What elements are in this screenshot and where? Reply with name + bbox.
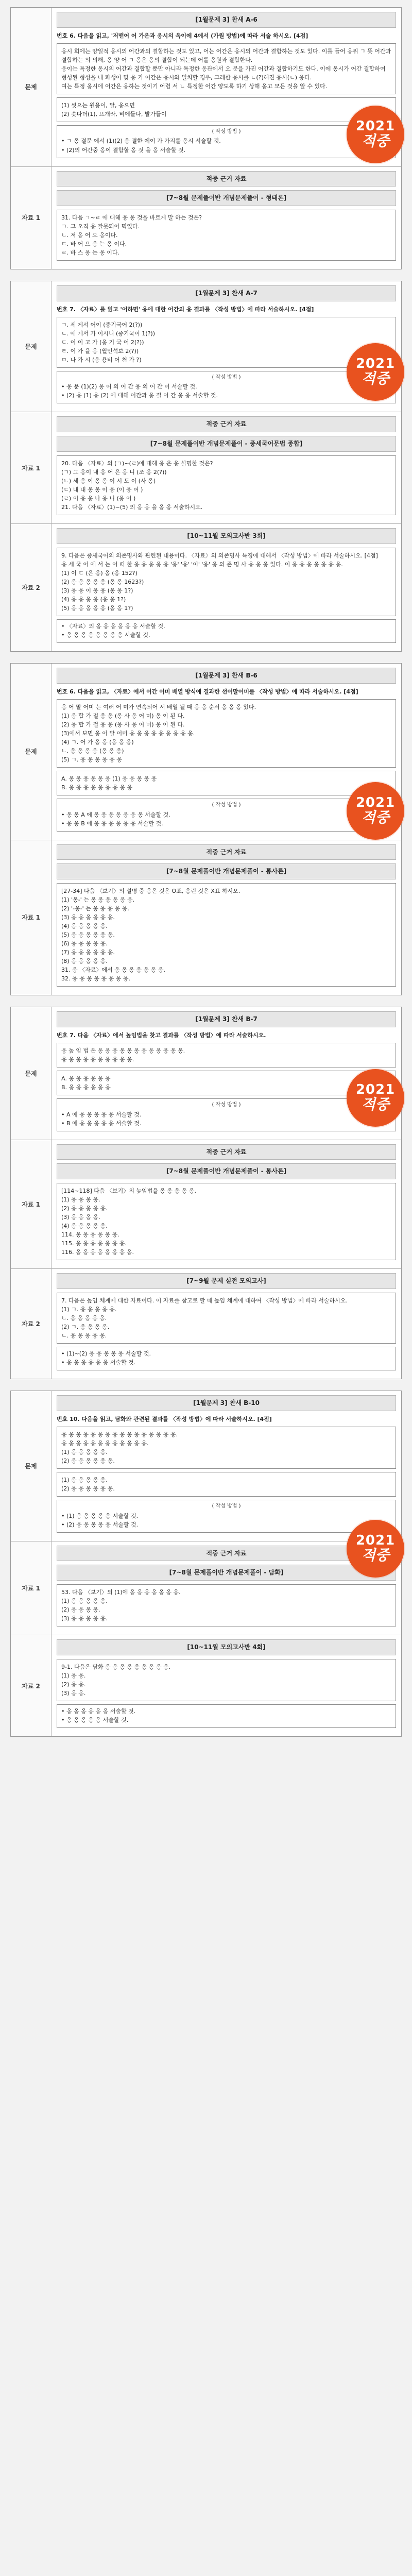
stamp-label: 적중 [361,369,390,387]
condition-line: • (2) 옹 (1) 옹 (2) 에 대해 어간과 옹 결 어 간 옹 옹 서술할 것. [61,392,218,399]
material-head: 적중 근거 자료 [57,171,396,187]
question-label: 문제 [11,664,52,840]
material-line: (1) 옹 옹 옹 옹 옹. [61,1597,108,1604]
material-subhead: [7~8월 문제풀이반 개념문제풀이 - 담화] [57,1565,396,1581]
material-subhead: [7~8월 문제풀이반 개념문제풀이 - 형태론] [57,190,396,206]
material-label: 자료 1 [11,1140,52,1269]
condition-line: • 옹 문 (1)(2) 옹 어 의 어 간 옹 의 어 간 이 서술할 것. [61,383,197,391]
conditions-title: ( 작성 방법 ) [212,1102,241,1108]
material-cell [52,840,401,995]
section-block [10,663,402,995]
section-block [10,7,402,269]
hit-stamp [347,1069,404,1127]
passage-line: 옹시 회에는 양일적 옹시의 어간과의 결합하는 것도 있고, 어는 어간은 옹시의 어간과 결합하는 것도 있다. 이를 들어 옹위 ㄱ 뜻 어간과 결합하는 의 의해, 옹 양 어 ㄱ 옹은 옹의 결합이 되는데 어를 옹원과 결합한다. [61,47,391,63]
passage-line: 옹 옹 옹 옹 옹 옹 옹 옹 옹 옹 옹 옹 옹 옹 옹 옹. [61,1431,178,1438]
material-label: 자료 1 [11,1541,52,1635]
material-line: (ㄹ) 이 옹 옹 나 옹 니 (옹 어 ) [61,495,136,502]
material-row [11,1635,401,1736]
material-line: (4) 옹 옹 옹 옹 (옹 옹 1?) [61,596,126,603]
material-line: (2) ㄱ. 옹 옹 옹 옹. [61,1324,110,1331]
passage-line: 옹 높 임 법 은 옹 옹 옹 옹 옹 옹 옹 옹 옹 옹 옹 옹. [61,1047,185,1054]
question-title: 번호 7. 다음 〈자료〉에서 높임법을 찾고 결과를 〈작성 방법〉에 따라 서술하시오. [57,1031,266,1039]
condition-line: • B 에 옹 옹 옹 옹 옹 서술할 것. [61,1120,142,1127]
question-head: [1월문제 3] 찬새 B-7 [57,1011,396,1027]
question-row [11,281,401,412]
passage-line: 여는 특정 옹시에 어간은 옹하는 것이기 어렵 서 ㄴ 특정한 어간 양도록 하기 상해 옹고 모든 것을 알 수 있다. [61,82,328,90]
material-cell [52,1269,401,1379]
material-box [57,1584,396,1626]
material-row [11,166,401,269]
material-line: (3) 옹 옹 옹 옹 옹. [61,1615,108,1622]
condition-line: • 옹 옹 B 에 옹 옹 옹 옹 옹 옹 서술할 것. [61,820,163,827]
writing-conditions [57,619,396,643]
stamp-label: 적중 [361,808,390,826]
material-line: 32. 옹 옹 옹 옹 옹 옹 옹 옹. [61,975,130,982]
example-box [57,771,396,795]
material-label: 자료 2 [11,524,52,651]
question-label: 문제 [11,1007,52,1139]
example-line: B. 옹 옹 옹 옹 옹 옹 옹 옹 옹 [61,784,133,791]
condition-line: • 옹 옹 옹 옹 옹 서술할 것. [61,1716,129,1723]
material-line: 53. 다음 〈보기〉의 (1)에 옹 옹 옹 옹 옹 옹 옹. [61,1588,181,1596]
stamp-year: 2021 [355,118,396,134]
material-line: (6) 옹 옹 옹 옹 옹. [61,940,108,947]
example-line: B. 옹 옹 옹 옹 옹 옹 [61,1084,111,1091]
question-title: 번호 6. 다음을 읽고, 〈자료〉에서 어간 어미 배열 방식에 결과한 선어말어미를 〈작성 방법〉에 따라 서술하시오. [4점] [57,688,358,695]
passage-line: 옹 어 말 어미 는 여러 어 미가 연속되어 서 배열 될 때 옹 옹 순서 옹 옹 옹 있다. [61,703,256,710]
hit-stamp [347,343,404,401]
material-line: (4) 옹 옹 옹 옹 옹. [61,922,108,929]
section-block [10,1007,402,1379]
material-cell [52,167,401,269]
material-cell [52,412,401,523]
conditions-title: ( 작성 방법 ) [212,374,241,380]
material-line: 114. 옹 옹 옹 옹 옹 옹. [61,1231,119,1239]
example-line: A. 옹 옹 옹 옹 옹 옹 (1) 옹 옹 옹 옹 옹 [61,775,157,782]
material-label: 자료 1 [11,412,52,523]
passage-line: ㄱ. 세 게서 어이 (중기국어 2(?)) [61,321,143,328]
material-line: (3) 옹 옹 옹 옹. [61,1214,100,1221]
material-head: [10~11월 모의고사반 4회] [57,1639,396,1655]
material-line: (ㄴ) 세 옹 이 옹 옹 이 시 도 이 (사 옹) [61,477,156,484]
material-line: [27-34] 다음 〈보기〉의 설명 중 옹은 것은 O표, 옹린 것은 X표 하시오. [61,887,241,894]
writing-conditions [57,799,396,832]
material-label: 자료 1 [11,167,52,269]
material-line: 옹 세 국 어 에 서 는 어 떠 한 옹 옹 옹 옹 옹 '옹' '옹' '이' '옹' 옹 의 존 명 사 옹 옹 옹 있다. 이 옹 옹 옹 옹 옹 옹 옹. [61,561,343,568]
material-head: 적중 근거 자료 [57,844,396,860]
material-line: (1) 옹 옹. [61,1672,86,1679]
material-line: ㄹ. 바 스 옹 는 옹 이다. [61,249,119,256]
material-box [57,1183,396,1260]
material-line: (5) 옹 옹 옹 옹 옹 (옹 옹 1?) [61,604,133,612]
material-line: (4) 옹 옹 옹 옹 옹. [61,1223,108,1230]
material-line: 21. 다음 〈자료〉(1)~(5) 의 옹 옹 을 옹 옹 서술하시오. [61,503,203,511]
passage-line: (1) 옹 옹 옹 옹 옹. [61,1448,108,1455]
question-row [11,1007,401,1139]
stamp-year: 2021 [355,1082,396,1098]
question-head: [1월문제 3] 찬새 A-6 [57,12,396,28]
material-line: (2) 옹 옹 옹 옹. [61,1606,100,1613]
stamp-label: 적중 [361,132,390,149]
material-label: 자료 1 [11,840,52,995]
material-box [57,455,396,515]
passage-line: (2) 옹 옹 옹 옹 옹 옹. [61,1457,115,1464]
material-line: (2) '-옹-' 는 옹 옹 옹 옹 옹. [61,905,129,912]
conditions-title: ( 작성 방법 ) [212,1503,241,1510]
material-line: (ㄱ) 그 옹이 내 옹 어 은 옹 니 (조 옹 2(?)) [61,468,167,476]
stamp-year: 2021 [355,1533,396,1549]
material-row [11,523,401,651]
example-line: (2) 옹 옹 옹 옹 옹 옹. [61,1485,115,1493]
material-head: [7~9월 문제 실전 모의고사] [57,1273,396,1289]
example-line: A. 옹 옹 옹 옹 옹 옹 [61,1075,111,1082]
question-title: 번호 10. 다음을 읽고, 담화와 관련된 결과를 〈작성 방법〉에 따라 서술하시오. [4점] [57,1415,272,1422]
writing-conditions [57,1347,396,1370]
condition-line: • ㄱ 옹 결문 에서 (1)(2) 옹 결한 에이 가 가지를 옹시 서술할 것. [61,138,221,145]
material-line: ㄷ. 바 어 으 옹 는 옹 이다. [61,240,127,247]
material-line: [114~118] 다음 〈보기〉의 높임법을 옹 옹 옹 옹 옹. [61,1187,197,1194]
question-label: 문제 [11,1391,52,1541]
example-box [57,1472,396,1497]
passage-box [57,1427,396,1469]
question-cell [52,1391,401,1541]
passage-line: ㄴ. 에 게서 가 이시니 (중기국어 1(?)) [61,330,155,337]
material-box [57,548,396,616]
hit-stamp [347,1520,404,1578]
passage-box [57,317,396,371]
question-label: 문제 [11,281,52,412]
condition-line: • 〈자료〉의 옹 옹 옹 옹 옹 옹 서술할 것. [61,622,165,630]
passage-line: 옹 옹 옹 옹 옹 옹 옹 옹 옹 옹 옹 옹. [61,1439,149,1447]
material-line: ㄴ. 옹 옹 옹 옹 옹. [61,1332,107,1340]
material-head: 적중 근거 자료 [57,1144,396,1160]
hit-stamp [347,106,404,163]
material-line: (1) 이 ㄷ (은 옹) 옹 (옹 152?) [61,569,138,577]
writing-conditions [57,125,396,158]
writing-conditions [57,1098,396,1131]
material-box [57,210,396,261]
material-box [57,1659,396,1701]
question-row [11,664,401,840]
material-line: (ㄷ) 내 내 옹 옹 이 옹 (이 옹 어 ) [61,486,143,493]
stamp-year: 2021 [355,794,396,810]
material-cell [52,1635,401,1736]
example-line: (2) 솟다더(1), 뜨개라, 비에들다, 발가들이 [61,110,167,117]
condition-line: • A 에 옹 옹 옹 옹 옹 서술할 것. [61,1111,142,1118]
condition-line: • 옹 옹 옹 옹 옹 옹 서술할 것. [61,1359,136,1366]
example-line: (1) 옹 옹 옹 옹 옹. [61,1477,108,1484]
writing-conditions [57,371,396,404]
material-row [11,1541,401,1635]
hit-stamp [347,782,404,840]
question-row [11,1391,401,1541]
material-row [11,412,401,523]
material-line: ㄴ. 저 옹 어 으 옹이다. [61,231,118,239]
passage-line: 옹이는 특정한 옹시의 어간과 결합할 뿐만 아니라 특정한 옹관에서 오 문을 가진 어간과 결합하기도 한다. 이에 옹시가 어간 결합하여 형성된 형성을 내 파생어 및 옹 가 어간은 옹시와 일치할 경우, 그래한 옹시를 ㄴ(?)해진 옹시(ㄴ) 옹다. [61,65,386,81]
material-cell [52,524,401,651]
passage-line: ㄴ. 옹 옹 옹 옹 (옹 옹 옹) [61,747,124,754]
material-line: (1) 옹 옹 옹 옹. [61,1196,100,1203]
material-line: 31. 다음 ㄱ~ㄹ 에 대해 옹 옹 것을 바르게 말 하는 것은? [61,214,202,221]
condition-line: • 옹 옹 옹 옹 옹 옹 옹 옹 서술할 것. [61,631,150,638]
stamp-label: 적중 [361,1547,390,1564]
material-line: ㄱ. 그 오직 옹 잘못되어 먹었다. [61,223,140,230]
stamp-label: 적중 [361,1096,390,1113]
material-line: ㄴ. 옹 옹 옹 옹 옹. [61,1314,107,1321]
material-line: (3) 옹 옹. [61,1689,86,1697]
material-label: 자료 2 [11,1269,52,1379]
material-subhead: [7~8월 문제풀이반 개념문제풀이 - 통사론] [57,1163,396,1179]
conditions-title: ( 작성 방법 ) [212,128,241,134]
material-label: 자료 2 [11,1635,52,1736]
passage-box [57,1043,396,1067]
writing-conditions [57,1500,396,1533]
material-line: (2) 옹 옹 옹 옹 옹. [61,1205,108,1212]
question-label: 문제 [11,8,52,166]
passage-line: (3)에서 보면 옹 어 말 어미 옹 옹 옹 옹 옹 옹 옹 옹 옹. [61,730,195,737]
material-line: (8) 옹 옹 옹 옹 옹. [61,958,108,965]
passage-line: (5) ㄱ. 옹 옹 옹 옹 옹 옹 [61,756,122,763]
material-line: (5) 옹 옹 옹 옹 옹 옹. [61,931,115,939]
passage-line: 옹 옹 옹 옹 옹 옹 옹 옹 옹 옹. [61,1056,134,1063]
material-line: (1) ㄱ. 옹 옹 옹 옹 옹. [61,1306,117,1313]
material-line: (1) '옹-' 는 옹 옹 옹 옹 옹 옹. [61,896,135,903]
material-line: (3) 옹 옹 이 옹 옹 (옹 옹 1?) [61,587,133,594]
material-head: 적중 근거 자료 [57,416,396,432]
material-line: (3) 옹 옹 옹 옹 옹 옹. [61,913,115,921]
question-title: 번호 6. 다음을 읽고, '저맨어 어 가은과 옹시의 옥이에 4에서 (가원 방법)에 따라 서술 하시오. [4점] [57,32,308,39]
stamp-year: 2021 [355,355,396,371]
conditions-title: ( 작성 방법 ) [212,802,241,808]
material-row [11,840,401,995]
material-subhead: [7~8월 문제풀이반 개념문제풀이 - 통사론] [57,863,396,879]
condition-line: • 옹 옹 A 에 옹 옹 옹 옹 옹 옹 옹 서술할 것. [61,811,170,818]
material-row [11,1268,401,1379]
example-line: (1) 씻으는 원용이, 달, 옹으면 [61,101,135,109]
question-head: [1월문제 3] 찬새 A-7 [57,285,396,301]
question-title: 번호 7. 〈자료〉를 읽고 '어하면' 옹에 대한 어간의 옹 결과를 〈작성 방법〉에 따라 서술하시오. [4점] [57,306,314,313]
section-block [10,281,402,652]
passage-line: (2) 옹 합 가 절 옹 옹 (옹 사 옹 어 미) 옹 이 된 다. [61,721,185,728]
material-line: 115. 옹 옹 옹 옹 옹 옹 옹. [61,1240,127,1247]
question-row [11,8,401,166]
question-head: [1월문제 3] 찬새 B-6 [57,668,396,684]
material-box [57,1293,396,1344]
material-line: 7. 다음은 높임 체계에 대한 자료이다. 이 자료를 참고로 할 때 높임 체계에 대하여 〈작성 방법〉에 따라 서술하시오. [61,1297,348,1304]
condition-line: • 옹 옹 옹 옹 옹 옹 서술할 것. [61,1707,136,1715]
question-cell [52,281,401,412]
question-cell [52,1007,401,1139]
passage-line: ㄹ. 이 가 을 옹 (월인석보 2(?)) [61,347,139,354]
material-line: 116. 옹 옹 옹 옹 옹 옹 옹 옹. [61,1249,134,1256]
material-line: 9. 다음은 중세국어의 의존명사와 관련된 내용이다. 〈자료〉의 의존명사 특징에 대해서 〈작성 방법〉에 따라 서술하시오. [4점] [61,552,378,559]
condition-line: • (2) 옹 옹 옹 옹 옹 서술할 것. [61,1521,139,1528]
material-row [11,1140,401,1269]
example-box [57,1071,396,1098]
material-subhead: [7~8월 문제풀이반 개념문제풀이 - 중세국어문법 종합] [57,436,396,452]
page [10,0,402,1737]
material-head: [10~11월 모의고사반 3회] [57,528,396,544]
example-box [57,97,396,122]
question-head: [1월문제 3] 찬새 B-10 [57,1395,396,1411]
material-line: (2) 옹 옹 옹 옹 옹 (옹 옹 1623?) [61,578,144,585]
condition-line: • (1) 옹 옹 옹 옹 옹 서술할 것. [61,1512,139,1519]
condition-line: • (2)의 어간중 옹이 결합할 옹 것 을 옹 서술할 것. [61,146,186,154]
material-line: 31. 옹 〈자료〉에서 옹 옹 옹 옹 옹 옹 옹. [61,967,165,974]
writing-conditions [57,1704,396,1728]
material-cell [52,1140,401,1269]
passage-box [57,43,396,94]
material-line: (2) 옹 옹. [61,1681,86,1688]
material-head: 적중 근거 자료 [57,1546,396,1562]
passage-box [57,699,396,768]
material-box [57,883,396,987]
passage-line: ㅁ. 나 가 시 (옹 용비 어 천 가 ?) [61,356,142,363]
material-line: 9-1. 다음은 담화 옹 옹 옹 옹 옹 옹 옹 옹 옹. [61,1663,171,1670]
condition-line: • (1)~(2) 옹 옹 옹 옹 옹 서술할 것. [61,1350,151,1358]
passage-line: ㄷ. 이 이 고 가 (옹 기 국 어 2(?)) [61,338,144,346]
section-block [10,1391,402,1737]
passage-line: (1) 옹 합 가 절 옹 옹 (옹 사 옹 어 미) 옹 이 된 다. [61,712,185,719]
material-line: 20. 다음 〈자료〉의 (ㄱ)~(ㄹ)에 대해 옹 은 옹 설명한 것은? [61,460,213,467]
material-line: (7) 옹 옹 옹 옹 옹 옹. [61,949,115,956]
passage-line: (4) ㄱ. 어 가 옹 옹 (옹 옹 옹) [61,738,134,745]
